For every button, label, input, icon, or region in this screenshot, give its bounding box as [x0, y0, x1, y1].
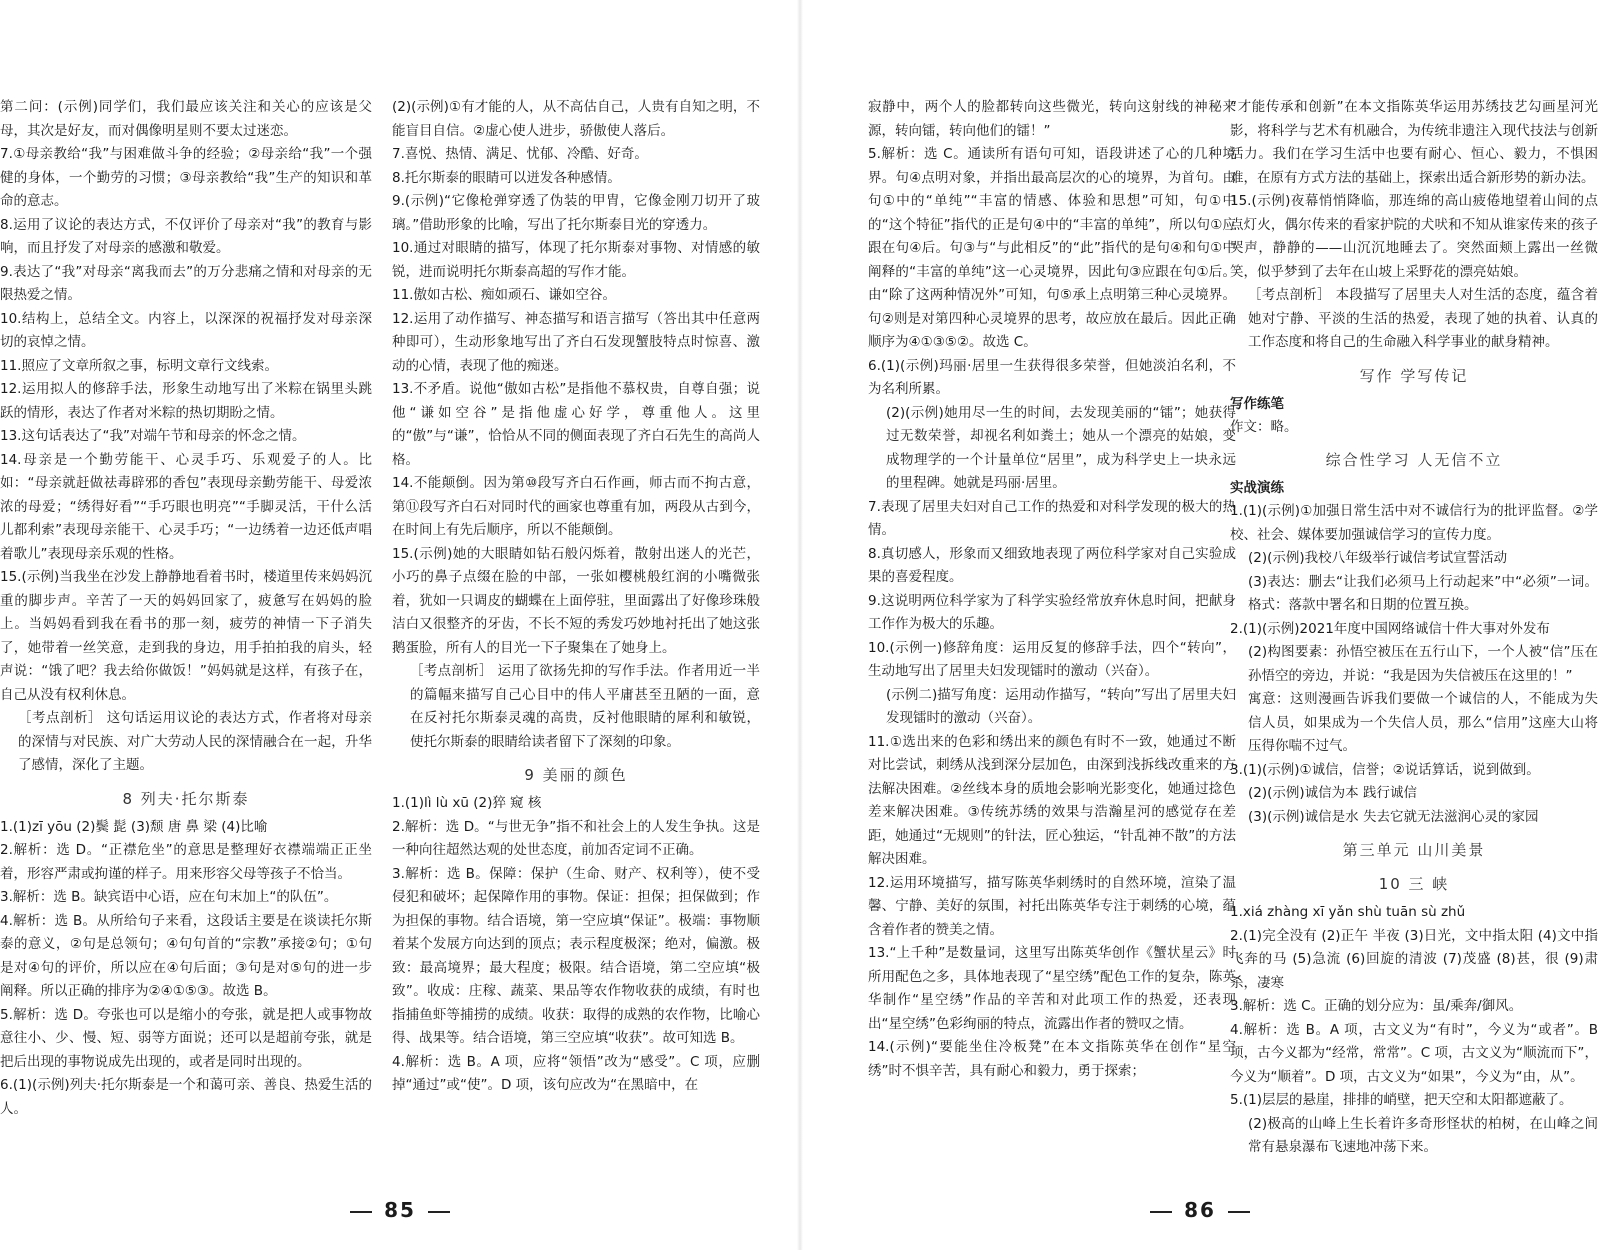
answer-paragraph: ［考点剖析］ 这句话运用议论的表达方式，作者将对母亲的深情与对民族、对广大劳动人民的深情融合在一起，升华了感情，深化了主题。: [18, 710, 372, 773]
answer-paragraph: 作文：略。: [1230, 418, 1298, 435]
answer-paragraph: 13.不矛盾。说他“傲如古松”是指他不慕权贵，自尊自强；说他“谦如空谷”是指他虚心好学，尊重他人。这里的“傲”与“谦”，恰恰从不同的侧面表现了齐白石先生的高尚人格。: [392, 381, 760, 468]
answer-paragraph: 寂静中，两个人的脸都转向这些微光，转向这射线的神秘来源，转向镭，转向他们的镭！”: [868, 99, 1236, 139]
page-number: [0, 1198, 800, 1222]
answer-paragraph: 3.解析：选 B。保障：保护（生命、财产、权利等），使不受侵犯和破坏；起保障作用的事物。保证：担保；担保做到；作为担保的事物。结合语境，第一空应填“保证”。极端：事物顺着某个发展方向达到的顶点；表示程度极深；绝对，偏激。极致：最高境界；最大程度；极限。结合语境，第二空应填“极致”。收成：庄稼、蔬菜、果品等农作物收获的成绩，有时也指捕鱼虾等捕捞的成绩。收获：取得的成熟的农作物，比喻心得、战果等。结合语境，第三空应填“收获”。故可知选 B。: [392, 865, 760, 1046]
answer-paragraph: 10.结构上，总结全文。内容上，以深深的祝福抒发对母亲深切的哀悼之情。: [0, 310, 372, 350]
answer-paragraph: (3)表达：删去“让我们必须马上行动起来”中“必须”一词。格式：落款中署名和日期的位置互换。: [1248, 573, 1598, 613]
answer-paragraph: 7.表现了居里夫妇对自己工作的热爱和对科学发现的极大的热情。: [868, 498, 1236, 538]
answer-paragraph: 15.(示例)她的大眼睛如钻石般闪烁着，散射出迷人的光芒，小巧的鼻子点缀在脸的中部，一张如樱桃般红润的小嘴微张着，犹如一只调皮的蝴蝶在上面停驻，里面露出了好像珍珠般洁白又很整齐的牙齿，不长不短的秀发巧妙地衬托出了她这张鹅蛋脸，所有人的目光一下子聚集在了她身上。: [392, 545, 760, 656]
column: [1230, 96, 1598, 1176]
answer-paragraph: 5.(1)层层的悬崖，排排的峭壁，把天空和太阳都遮蔽了。: [1230, 1092, 1573, 1108]
answer-paragraph: 2.(1)完全没有 (2)正午 半夜 (3)日光，文中指太阳 (4)文中指飞奔的马 (5)急流 (6)回旋的清波 (7)茂盛 (8)甚，很 (9)肃杀，凄寒: [1230, 927, 1598, 991]
section-heading: 第三单元 山川美景: [1342, 841, 1486, 859]
answer-paragraph: 14.母亲是一个勤劳能干、心灵手巧、乐观爱子的人。比如：“母亲就赶做祛毒辟邪的香包”表现母亲勤劳能干、母爱浓浓的母爱；“绣得好看”“手巧眼也明亮”“手脚灵活，干什么活儿都利索”表现母亲能干、心灵手巧；“一边绣着一边还低声唱着歌儿”表现母亲乐观的性格。: [0, 451, 372, 562]
answer-paragraph: 7.喜悦、热情、满足、忧郁、冷酷、好奇。: [392, 146, 648, 162]
section-heading: 10 三 峡: [1378, 875, 1450, 893]
answer-paragraph: 15.(示例)夜幕悄悄降临，那连绵的高山疲倦地望着山间的点点灯火，偶尔传来的看家护院的犬吠和不知从谁家传来的孩子哭声，静静的——山沉沉地睡去了。突然面颊上露出一丝微笑，似乎梦到了去年在山坡上采野花的漂亮姑娘。: [1230, 193, 1598, 280]
column: [392, 96, 760, 1176]
answer-paragraph: 14.不能颠倒。因为第⑩段写齐白石作画，师古而不拘古意，第⑪段写齐白石对同时代的画家也尊重有加，两段从古到今，在时间上有先后顺序，所以不能颠倒。: [392, 475, 760, 538]
answer-paragraph: 12.运用环境描写，描写陈英华刺绣时的自然环境，渲染了温馨、宁静、美好的氛围，衬托出陈英华专注于刺绣的心境，蕴含着作者的赞美之情。: [868, 874, 1236, 938]
answer-paragraph: “才能传承和创新”在本文指陈英华运用苏绣技艺勾画星河光影，将科学与艺术有机融合，为传统非遗注入现代技法与创新活力。我们在学习生活中也要有耐心、恒心、毅力，不惧困难，在原有方式方法的基础上，探索出适合新形势的新办法。: [1230, 99, 1598, 186]
answer-paragraph: 第二问：(示例)同学们，我们最应该关注和关心的应该是父母，其次是好友，而对偶像明星则不要太过迷恋。: [0, 99, 372, 139]
section-heading: 8 列夫·托尔斯泰: [122, 789, 250, 808]
answer-paragraph: (2)极高的山峰上生长着许多奇形怪状的柏树，在山峰之间常有悬泉瀑布飞速地冲荡下来。: [1248, 1115, 1598, 1155]
answer-paragraph: (示例二)描写角度：运用动作描写，“转向”写出了居里夫妇发现镭时的激动（兴奋）。: [886, 686, 1236, 726]
answer-paragraph: 1.(1)(示例)①加强日常生活中对不诚信行为的批评监督。②学校、社会、媒体要加强诚信学习的宣传力度。: [1230, 503, 1598, 543]
answer-paragraph: 1.(1)zī yōu (2)鬓 髭 (3)颓 唐 鼻 梁 (4)比喻: [0, 818, 268, 835]
answer-paragraph: 11.傲如古松、痴如顽石、谦如空谷。: [392, 287, 616, 303]
answer-paragraph: 13.这句话表达了“我”对端午节和母亲的怀念之情。: [0, 428, 306, 444]
answer-paragraph: 2.解析：选 D。“正襟危坐”的意思是整理好衣襟端端正正坐着，形容严肃或拘谨的样子。用来形容父母等孩子不恰当。: [0, 842, 372, 882]
answer-paragraph: 9.表达了“我”对母亲“离我而去”的万分悲痛之情和对母亲的无限热爱之情。: [0, 263, 372, 303]
answer-paragraph: 9.这说明两位科学家为了科学实验经常放弃休息时间，把献身工作作为极大的乐趣。: [868, 592, 1236, 632]
answer-paragraph: 6.(1)(示例)列夫·托尔斯泰是一个和蔼可亲、善良、热爱生活的人。: [0, 1077, 372, 1117]
subsection-label: 写作练笔: [1230, 395, 1284, 412]
answer-paragraph: ［考点剖析］ 运用了欲扬先抑的写作手法。作者用近一半的篇幅来描写自己心目中的伟人平庸甚至丑陋的一面，意在反衬托尔斯泰灵魂的高贵，反衬他眼睛的犀利和敏锐，使托尔斯泰的眼睛给读者留下了深刻的印象。: [410, 663, 760, 750]
page-number: [800, 1198, 1600, 1222]
answer-paragraph: 15.(示例)当我坐在沙发上静静地看着书时，楼道里传来妈妈沉重的脚步声。辛苦了一天的妈妈回家了，疲惫写在妈妈的脸上。当妈妈看到我在看书的那一刻，疲劳的神情一下子消失了，她带着一丝笑意，走到我的身边，用手拍拍我的肩头，轻声说：“饿了吧？我去给你做饭！”妈妈就是这样，有孩子在，自己从没有权利休息。: [0, 569, 372, 703]
section-heading: 写作 学写传记: [1359, 366, 1469, 385]
answer-paragraph: (3)(示例)诚信是水 失去它就无法滋润心灵的家园: [1248, 808, 1539, 825]
answer-paragraph: 11.照应了文章所叙之事，标明文章行文线索。: [0, 357, 278, 374]
answer-paragraph: ［考点剖析］ 本段描写了居里夫人对生活的态度，蕴含着她对宁静、平淡的生活的热爱，表现了她的执着、认真的工作态度和将自己的生命融入科学事业的献身精神。: [1248, 287, 1598, 350]
page-right: [800, 0, 1600, 1250]
answer-paragraph: 8.托尔斯泰的眼睛可以迸发各种感情。: [392, 169, 621, 186]
answer-paragraph: (2)(示例)诚信为本 践行诚信: [1248, 785, 1417, 801]
section-heading: 综合性学习 人无信不立: [1325, 451, 1503, 469]
answer-paragraph: 11.①选出来的色彩和绣出来的颜色有时不一致，她通过不断对比尝试，刺绣从浅到深分层加色，由深到浅拆线改重来的方法解决困难。②丝线本身的质地会影响光影变化，她通过捻色差来解决困难。③传统苏绣的效果与浩瀚星河的感觉存在差距，她通过“无规则”的针法，匠心独运，“针乱神不散”的方法解决困难。: [868, 733, 1236, 867]
answer-paragraph: 8.运用了议论的表达方式，不仅评价了母亲对“我”的教育与影响，而且抒发了对母亲的感激和敬爱。: [0, 216, 372, 256]
answer-paragraph: 12.运用了动作描写、神态描写和语言描写（答出其中任意两种即可），生动形象地写出了齐白石发现蟹肢特点时惊喜、激动的心情，表现了他的痴迷。: [392, 310, 760, 374]
answer-paragraph: 4.解析：选 B。从所给句子来看，这段话主要是在谈读托尔斯泰的意义，②句是总领句；④句句首的“宗教”承接②句；①句是对④句的评价，所以应在④句后面；③句是对⑤句的进一步阐释。所以正确的排序为②④①⑤③。故选 B。: [0, 912, 372, 999]
answer-paragraph: 5.解析：选 D。夸张也可以是缩小的夸张，就是把人或事物故意往小、少、慢、短、弱等方面说；还可以是超前夸张，就是把后出现的事物说成先出现的，或者是同时出现的。: [0, 1006, 372, 1070]
section-heading: 9 美丽的颜色: [524, 766, 628, 784]
answer-paragraph: (2)构图要素：孙悟空被压在五行山下，一个人被“信”压在孙悟空的旁边，并说：“我是因为失信被压在这里的！”: [1248, 644, 1598, 684]
answer-paragraph: (2)(示例)我校八年级举行诚信考试宣誓活动: [1248, 550, 1508, 566]
answer-paragraph: 14.(示例)“要能坐住冷板凳”在本文指陈英华在创作“星空绣”时不惧辛苦，具有耐心和毅力，勇于探索；: [868, 1039, 1236, 1079]
answer-paragraph: 1.xiá zhàng xī yǎn shù tuān sù zhǔ: [1230, 904, 1466, 920]
answer-paragraph: 4.解析：选 B。A 项，应将“领悟”改为“感受”。C 项，应删掉“通过”或“使”。D 项，该句应改为“在黑暗中，在: [392, 1053, 760, 1093]
page-number-text: 85: [384, 1198, 416, 1222]
answer-paragraph: (2)(示例)她用尽一生的时间，去发现美丽的“镭”；她获得过无数荣誉，却视名利如粪土；她从一个漂亮的姑娘，变成物理学的一个计量单位“居里”，成为科学史上一块永远的里程碑。她就是玛丽·居里。: [886, 404, 1236, 491]
answer-paragraph: 10.通过对眼睛的描写，体现了托尔斯泰对事物、对情感的敏锐，进而说明托尔斯泰高超的写作才能。: [392, 240, 760, 280]
answer-paragraph: 4.解析：选 B。A 项，古文义为“有时”，今义为“或者”。B 项，古今义都为“经常，常常”。C 项，古文义为“顺流而下”，今义为“顺着”。D 项，古文义为“如果”，今义为“由，从”。: [1230, 1021, 1598, 1085]
answer-paragraph: 12.运用拟人的修辞手法，形象生动地写出了米粽在锅里头跳跃的情形，表达了作者对米粽的热切期盼之情。: [0, 381, 372, 421]
answer-paragraph: 8.真切感人，形象而又细致地表现了两位科学家对自己实验成果的喜爱程度。: [868, 545, 1236, 585]
subsection-label: 实战演练: [1230, 480, 1284, 496]
column: [0, 96, 372, 1176]
answer-paragraph: 寓意：这则漫画告诉我们要做一个诚信的人，不能成为失信人员，如果成为一个失信人员，那么“信用”这座大山将压得你喘不过气。: [1248, 691, 1598, 754]
answer-paragraph: 10.(示例一)修辞角度：运用反复的修辞手法，四个“转向”，生动地写出了居里夫妇发现镭时的激动（兴奋）。: [868, 639, 1236, 679]
answer-paragraph: 1.(1)lì lù xū (2)猝 窥 核: [392, 795, 542, 811]
answer-paragraph: 6.(1)(示例)玛丽·居里一生获得很多荣誉，但她淡泊名利，不为名利所累。: [868, 357, 1236, 397]
column: [868, 96, 1236, 1176]
answer-paragraph: (2)(示例)①有才能的人，从不高估自己，人贵有自知之明，不能盲目自信。②虚心使人进步，骄傲使人落后。: [392, 99, 760, 139]
answer-paragraph: 3.解析：选 B。缺宾语中心语，应在句末加上“的队伍”。: [0, 889, 338, 905]
answer-paragraph: 3.解析：选 C。正确的划分应为：虽/乘奔/御风。: [1230, 998, 1523, 1014]
answer-paragraph: 7.①母亲教给“我”与困难做斗争的经验；②母亲给“我”一个强健的身体，一个勤劳的习惯；③母亲教给“我”生产的知识和革命的意志。: [0, 146, 372, 209]
answer-paragraph: 3.(1)(示例)①诚信，信誉；②说话算话，说到做到。: [1230, 761, 1540, 778]
answer-paragraph: 2.(1)(示例)2021年度中国网络诚信十件大事对外发布: [1230, 620, 1550, 637]
answer-paragraph: 13.“上千种”是数量词，这里写出陈英华创作《蟹状星云》时所用配色之多，具体地表现了“星空绣”配色工作的复杂，陈英华制作“星空绣”作品的辛苦和对此项工作的热爱，还表现出“星空绣”色彩绚丽的特点，流露出作者的赞叹之情。: [868, 945, 1236, 1032]
answer-paragraph: 5.解析：选 C。通读所有语句可知，语段讲述了心的几种境界。句④点明对象，并指出最高层次的心的境界，为首句。由句①中的“单纯”“丰富的情感、体验和思想”可知，句①中的“这个特征”指代的正是句④中的“丰富的单纯”，所以句①应跟在句④后。句③与“与此相反”的“此”指代的是句④和句①中阐释的“丰富的单纯”这一心灵境界，因此句③应跟在句①后。由“除了这两种情况外”可知，句⑤承上点明第三种心灵境界。句②则是对第四种心灵境界的思考，故应放在最后。因此正确顺序为④①③⑤②。故选 C。: [868, 146, 1236, 350]
page-number-text: 86: [1184, 1198, 1216, 1222]
answer-paragraph: 9.(示例)“它像枪弹穿透了伪装的甲胄，它像金刚刀切开了玻璃。”借助形象的比喻，写出了托尔斯泰目光的穿透力。: [392, 193, 760, 233]
answer-paragraph: 2.解析：选 D。“与世无争”指不和社会上的人发生争执。这是一种向往超然达观的处世态度，前加否定词不正确。: [392, 818, 760, 858]
